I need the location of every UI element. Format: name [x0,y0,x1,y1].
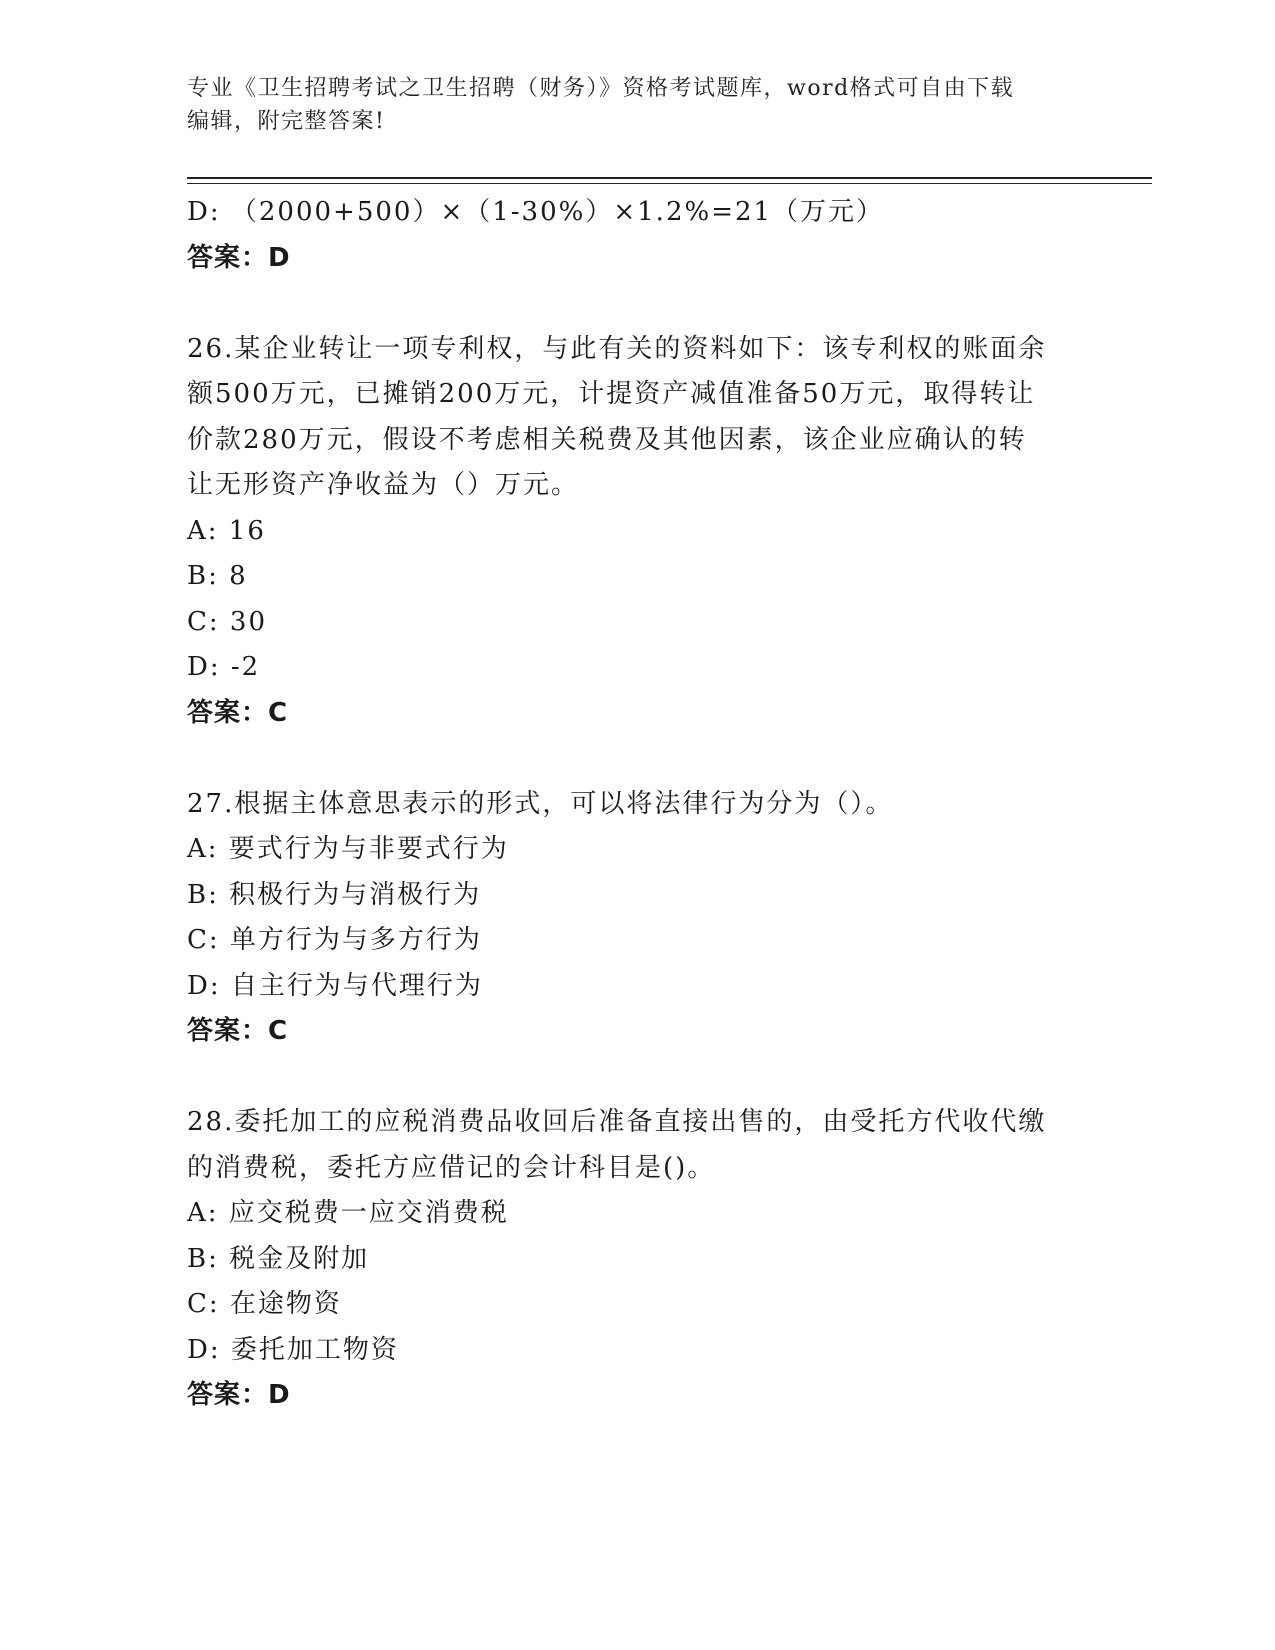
option-a: A: 16 [187,515,266,546]
document-body [187,190,1087,1419]
question-26 [187,327,1087,737]
question-text-line: 26.某企业转让一项专利权，与此有关的资料如下：该专利权的账面余 [187,333,1047,364]
option-b: B: 8 [187,561,248,591]
option-a: A: 应交税费一应交消费税 [187,1198,509,1228]
document-header [187,72,1087,138]
header-line-1: 专业《卫生招聘考试之卫生招聘（财务）》资格考试题库，word格式可自由下载 [187,76,1015,101]
answer-line: 答案：D [187,242,291,273]
question-28 [187,1100,1087,1419]
option-c: C: 在途物资 [187,1289,342,1319]
option-a: A: 要式行为与非要式行为 [187,834,509,864]
question-text-line: 让无形资产净收益为（）万元。 [187,470,580,500]
spacer [187,1055,1087,1101]
question-27 [187,782,1087,1055]
header-rule-thin [187,183,1152,184]
answer-line: 答案：C [187,1016,289,1046]
spacer [187,736,1087,782]
option-d: D: （2000+500）×（1-30%）×1.2%=21（万元） [187,197,885,227]
answer-line: 答案：D [187,1380,291,1410]
option-c: C: 单方行为与多方行为 [187,925,482,955]
header-rule-thick [187,177,1152,179]
question-text-line: 28.委托加工的应税消费品收回后准备直接出售的，由受托方代收代缴 [187,1107,1047,1137]
spacer [187,281,1087,327]
question-text-line: 的消费税，委托方应借记的会计科目是()。 [187,1152,716,1183]
option-c: C: 30 [187,606,268,637]
header-line-2: 编辑，附完整答案! [187,109,386,134]
question-text-line: 27.根据主体意思表示的形式，可以将法律行为分为（）。 [187,788,894,819]
option-b: B: 积极行为与消极行为 [187,879,482,910]
question-text-line: 额500万元，已摊销200万元，计提资产减值准备50万元，取得转让 [187,379,1036,409]
option-b: B: 税金及附加 [187,1243,370,1274]
option-d: D: 委托加工物资 [187,1334,399,1365]
question-text-line: 价款280万元，假设不考虑相关税费及其他因素，该企业应确认的转 [187,424,1027,455]
option-d: D: 自主行为与代理行为 [187,970,483,1001]
option-d: D: -2 [187,652,261,682]
answer-line: 答案：C [187,697,289,728]
